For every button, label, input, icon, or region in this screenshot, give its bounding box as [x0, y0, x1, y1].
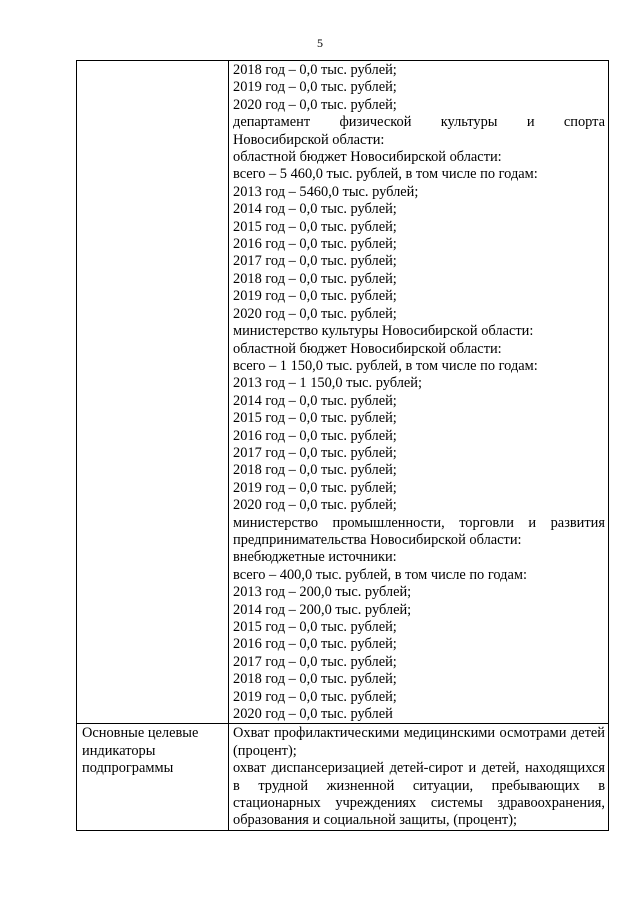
funding-line: 2020 год – 0,0 тыс. рублей; [233, 96, 397, 113]
sport-line: 2013 год – 5460,0 тыс. рублей; [233, 183, 419, 200]
culture-line: всего – 1 150,0 тыс. рублей, в том числе по годам: [233, 357, 538, 374]
indicators-label: Основные целевые индикаторы подпрограммы [77, 724, 229, 830]
industry-line: 2020 год – 0,0 тыс. рублей [233, 706, 393, 723]
industry-line: 2015 год – 0,0 тыс. рублей; [233, 619, 397, 635]
funding-content-cell [229, 61, 609, 724]
industry-line: 2017 год – 0,0 тыс. рублей; [233, 653, 397, 670]
sport-line: 2014 год – 0,0 тыс. рублей; [233, 201, 397, 218]
sport-line: 2020 год – 0,0 тыс. рублей; [233, 305, 397, 322]
indicator-paragraph: Охват профилактическими медицинскими осмотрами детей (процент); [233, 725, 605, 759]
passport-table [76, 60, 609, 831]
sport-line: 2015 год – 0,0 тыс. рублей; [233, 218, 397, 235]
sport-line: всего – 5 460,0 тыс. рублей, в том числе по годам: [233, 166, 538, 183]
industry-line: 2013 год – 200,0 тыс. рублей; [233, 584, 412, 601]
culture-line: областной бюджет Новосибирской области: [233, 340, 502, 357]
culture-line: 2018 год – 0,0 тыс. рублей; [233, 462, 397, 479]
culture-line: министерство культуры Новосибирской области: [233, 323, 534, 340]
dept-sport-heading: департамент физической культуры и спорта [233, 114, 605, 131]
industry-line: предпринимательства Новосибирской области: [233, 531, 522, 548]
funding-label-cell [77, 61, 229, 724]
industry-line: внебюджетные источники: [233, 549, 397, 566]
sport-line: 2018 год – 0,0 тыс. рублей; [233, 270, 397, 287]
sport-line: 2016 год – 0,0 тыс. рублей; [233, 236, 397, 253]
industry-line: 2019 год – 0,0 тыс. рублей; [233, 688, 397, 705]
sport-line: 2017 год – 0,0 тыс. рублей; [233, 253, 397, 270]
sport-line: областной бюджет Новосибирской области: [233, 149, 502, 166]
funding-line: 2019 год – 0,0 тыс. рублей; [233, 79, 397, 96]
funding-line: 2018 год – 0,0 тыс. рублей; [233, 62, 397, 78]
culture-line: 2017 год – 0,0 тыс. рублей; [233, 444, 397, 461]
indicator-paragraph: охват диспансеризацией детей-сирот и детей, находящихся в трудной жизненной ситуации, пребывающих в стационарных учреждениях системы здравоохранения, образования и социальной защиты, (процент); [233, 760, 605, 829]
indicators-row [77, 724, 609, 830]
sport-line: 2019 год – 0,0 тыс. рублей; [233, 288, 397, 305]
industry-line: всего – 400,0 тыс. рублей, в том числе по годам: [233, 566, 527, 583]
culture-line: 2014 год – 0,0 тыс. рублей; [233, 392, 397, 409]
culture-line: 2016 год – 0,0 тыс. рублей; [233, 427, 397, 444]
culture-line: 2015 год – 0,0 тыс. рублей; [233, 410, 397, 427]
culture-line: 2019 год – 0,0 тыс. рублей; [233, 479, 397, 496]
funding-row [77, 61, 609, 724]
industry-line: 2014 год – 200,0 тыс. рублей; [233, 601, 412, 618]
page-number: 5 [317, 36, 323, 50]
culture-line: 2013 год – 1 150,0 тыс. рублей; [233, 375, 422, 392]
culture-line: 2020 год – 0,0 тыс. рублей; [233, 497, 397, 514]
industry-heading: министерство промышленности, торговли и развития [233, 514, 605, 531]
industry-line: 2018 год – 0,0 тыс. рублей; [233, 671, 397, 688]
industry-line: 2016 год – 0,0 тыс. рублей; [233, 636, 397, 653]
indicators-content-cell [229, 724, 609, 830]
dept-sport-heading-cont: Новосибирской области: [233, 131, 385, 148]
